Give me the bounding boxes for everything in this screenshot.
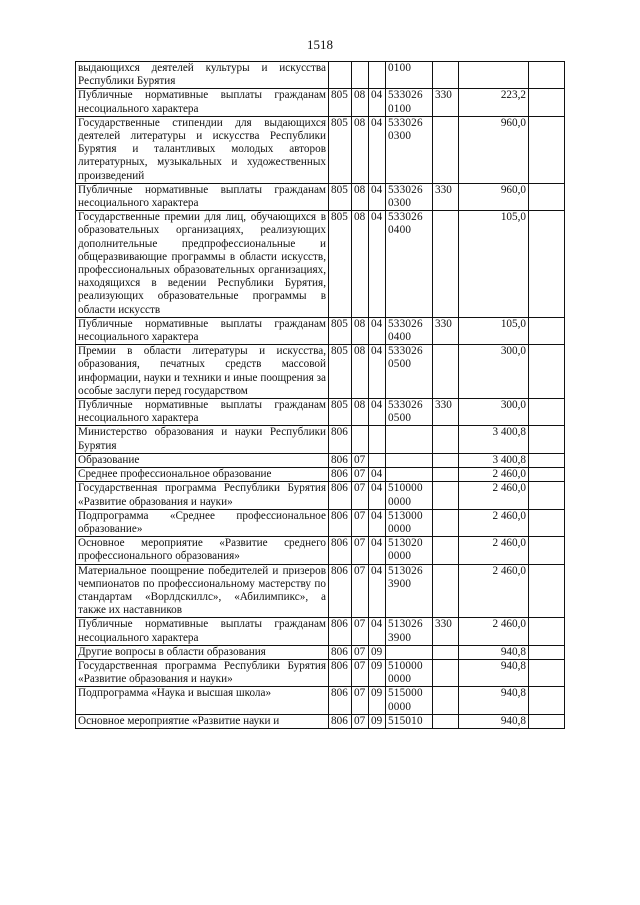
row-vr-code [433,426,459,453]
row-csr-code: 513026 3900 [386,564,433,618]
row-name: Публичные нормативные выплаты гражданам несоциального характера [76,399,329,426]
row-pr-code: 09 [369,687,386,714]
row-pr-code: 04 [369,618,386,645]
row-name: Материальное поощрение победителей и призеров чемпионатов по профессиональному мастерству по стандартам «Ворлдскиллс», «Абилимпикс», а также их наставников [76,564,329,618]
row-empty-cell [529,645,565,659]
row-rz-code [352,62,369,89]
row-csr-code: 510000 0000 [386,659,433,686]
row-empty-cell [529,468,565,482]
row-name: Государственные стипендии для выдающихся деятелей литературы и искусства Республики Бурятия и талантливых молодых авторов литературных, музыкальных и художественных произведений [76,116,329,183]
row-csr-code: 515000 0000 [386,687,433,714]
table-row [76,345,565,399]
row-rz-code: 07 [352,659,369,686]
row-empty-cell [529,659,565,686]
row-csr-code: 515010 [386,714,433,728]
row-pr-code: 09 [369,714,386,728]
row-sum: 105,0 [459,317,529,344]
row-empty-cell [529,211,565,318]
table-row [76,509,565,536]
row-gr-code: 806 [329,645,352,659]
row-vr-code [433,211,459,318]
row-empty-cell [529,618,565,645]
row-empty-cell [529,183,565,210]
row-gr-code: 806 [329,537,352,564]
row-vr-code [433,453,459,467]
table-row [76,453,565,467]
table-row [76,618,565,645]
row-gr-code: 806 [329,659,352,686]
row-empty-cell [529,345,565,399]
row-name: Публичные нормативные выплаты гражданам несоциального характера [76,618,329,645]
row-gr-code: 806 [329,426,352,453]
row-sum: 300,0 [459,345,529,399]
row-sum: 2 460,0 [459,564,529,618]
row-gr-code: 806 [329,687,352,714]
row-vr-code [433,482,459,509]
table-row [76,426,565,453]
row-vr-code: 330 [433,317,459,344]
row-gr-code: 805 [329,116,352,183]
row-rz-code: 08 [352,399,369,426]
row-csr-code: 533026 0500 [386,399,433,426]
row-pr-code: 04 [369,116,386,183]
row-vr-code [433,468,459,482]
row-csr-code: 513026 3900 [386,618,433,645]
row-sum: 2 460,0 [459,509,529,536]
row-rz-code: 07 [352,618,369,645]
row-gr-code: 806 [329,468,352,482]
row-empty-cell [529,537,565,564]
row-sum [459,62,529,89]
row-gr-code: 805 [329,345,352,399]
table-row [76,211,565,318]
row-empty-cell [529,509,565,536]
row-rz-code: 07 [352,468,369,482]
table-row [76,62,565,89]
row-csr-code [386,426,433,453]
row-rz-code: 08 [352,317,369,344]
table-row [76,116,565,183]
row-pr-code: 04 [369,89,386,116]
budget-table [75,61,565,729]
row-sum: 940,8 [459,645,529,659]
row-name: Публичные нормативные выплаты гражданам несоциального характера [76,183,329,210]
row-name: Публичные нормативные выплаты гражданам несоциального характера [76,89,329,116]
row-name: Министерство образования и науки Республики Бурятия [76,426,329,453]
row-rz-code: 07 [352,453,369,467]
row-pr-code [369,62,386,89]
row-sum: 2 460,0 [459,618,529,645]
row-rz-code: 08 [352,183,369,210]
row-sum: 940,8 [459,659,529,686]
row-rz-code: 08 [352,211,369,318]
row-pr-code [369,426,386,453]
row-rz-code: 07 [352,645,369,659]
row-csr-code: 510000 0000 [386,482,433,509]
row-pr-code: 04 [369,482,386,509]
row-csr-code: 513000 0000 [386,509,433,536]
row-rz-code: 08 [352,89,369,116]
table-row [76,317,565,344]
table-row [76,468,565,482]
row-empty-cell [529,89,565,116]
row-vr-code [433,509,459,536]
table-body [76,62,565,729]
row-csr-code: 0100 [386,62,433,89]
row-rz-code: 07 [352,482,369,509]
row-vr-code: 330 [433,399,459,426]
row-empty-cell [529,453,565,467]
row-vr-code [433,687,459,714]
row-gr-code: 806 [329,509,352,536]
row-sum: 940,8 [459,687,529,714]
row-vr-code [433,714,459,728]
table-row [76,687,565,714]
row-csr-code [386,453,433,467]
row-pr-code: 09 [369,645,386,659]
row-vr-code [433,659,459,686]
row-csr-code [386,468,433,482]
row-empty-cell [529,399,565,426]
row-pr-code: 09 [369,659,386,686]
row-name: Премии в области литературы и искусства, образования, печатных средств массовой информации, науки и техники и иные поощрения за особые заслуги перед государством [76,345,329,399]
row-pr-code: 04 [369,345,386,399]
row-sum: 2 460,0 [459,537,529,564]
row-rz-code [352,426,369,453]
row-sum: 2 460,0 [459,468,529,482]
row-gr-code: 805 [329,183,352,210]
row-sum: 960,0 [459,116,529,183]
row-pr-code: 04 [369,183,386,210]
row-vr-code [433,645,459,659]
row-sum: 300,0 [459,399,529,426]
row-name: Образование [76,453,329,467]
row-vr-code [433,116,459,183]
row-pr-code: 04 [369,468,386,482]
row-empty-cell [529,687,565,714]
row-rz-code: 07 [352,509,369,536]
row-pr-code [369,453,386,467]
row-gr-code: 805 [329,317,352,344]
row-pr-code: 04 [369,537,386,564]
row-rz-code: 07 [352,564,369,618]
row-empty-cell [529,116,565,183]
row-pr-code: 04 [369,211,386,318]
row-csr-code: 533026 0300 [386,183,433,210]
row-pr-code: 04 [369,509,386,536]
row-gr-code [329,62,352,89]
row-rz-code: 08 [352,116,369,183]
table-row [76,537,565,564]
row-vr-code: 330 [433,618,459,645]
row-name: Публичные нормативные выплаты гражданам несоциального характера [76,317,329,344]
row-name: Государственная программа Республики Бурятия «Развитие образования и науки» [76,482,329,509]
row-pr-code: 04 [369,317,386,344]
row-pr-code: 04 [369,399,386,426]
row-name: Основное мероприятие «Развитие среднего профессионального образования» [76,537,329,564]
table-row [76,482,565,509]
row-csr-code [386,645,433,659]
row-vr-code: 330 [433,183,459,210]
row-empty-cell [529,564,565,618]
row-sum: 940,8 [459,714,529,728]
table-row [76,564,565,618]
table-row [76,399,565,426]
row-sum: 105,0 [459,211,529,318]
row-name: Среднее профессиональное образование [76,468,329,482]
row-empty-cell [529,317,565,344]
table-row [76,659,565,686]
row-rz-code: 07 [352,537,369,564]
row-name: Государственные премии для лиц, обучающихся в образовательных организациях, реализующих дополнительные предпрофессиональные и общеразвивающие программы в области искусств, профессиональных образовательных организациях, находящихся в ведении Республики Бурятия, реализующих образовательные программы в области искусств [76,211,329,318]
row-empty-cell [529,62,565,89]
row-csr-code: 513020 0000 [386,537,433,564]
row-gr-code: 805 [329,89,352,116]
row-sum: 2 460,0 [459,482,529,509]
row-vr-code: 330 [433,89,459,116]
table-row [76,714,565,728]
row-name: Основное мероприятие «Развитие науки и [76,714,329,728]
table-row [76,183,565,210]
row-name: Другие вопросы в области образования [76,645,329,659]
row-gr-code: 805 [329,211,352,318]
row-sum: 223,2 [459,89,529,116]
row-gr-code: 806 [329,453,352,467]
row-gr-code: 806 [329,482,352,509]
row-sum: 3 400,8 [459,426,529,453]
row-csr-code: 533026 0400 [386,211,433,318]
row-csr-code: 533026 0100 [386,89,433,116]
row-gr-code: 806 [329,714,352,728]
row-name: Подпрограмма «Наука и высшая школа» [76,687,329,714]
row-csr-code: 533026 0500 [386,345,433,399]
row-pr-code: 04 [369,564,386,618]
row-gr-code: 806 [329,564,352,618]
row-rz-code: 07 [352,687,369,714]
page-number: 1518 [307,37,333,52]
row-vr-code [433,537,459,564]
row-vr-code [433,62,459,89]
row-sum: 3 400,8 [459,453,529,467]
table-row [76,645,565,659]
row-empty-cell [529,426,565,453]
row-name: выдающихся деятелей культуры и искусства Республики Бурятия [76,62,329,89]
row-vr-code [433,345,459,399]
row-gr-code: 806 [329,618,352,645]
row-empty-cell [529,714,565,728]
row-empty-cell [529,482,565,509]
row-gr-code: 805 [329,399,352,426]
row-rz-code: 07 [352,714,369,728]
row-csr-code: 533026 0400 [386,317,433,344]
row-sum: 960,0 [459,183,529,210]
row-name: Подпрограмма «Среднее профессиональное образование» [76,509,329,536]
row-rz-code: 08 [352,345,369,399]
table-row [76,89,565,116]
row-csr-code: 533026 0300 [386,116,433,183]
row-vr-code [433,564,459,618]
row-name: Государственная программа Республики Бурятия «Развитие образования и науки» [76,659,329,686]
